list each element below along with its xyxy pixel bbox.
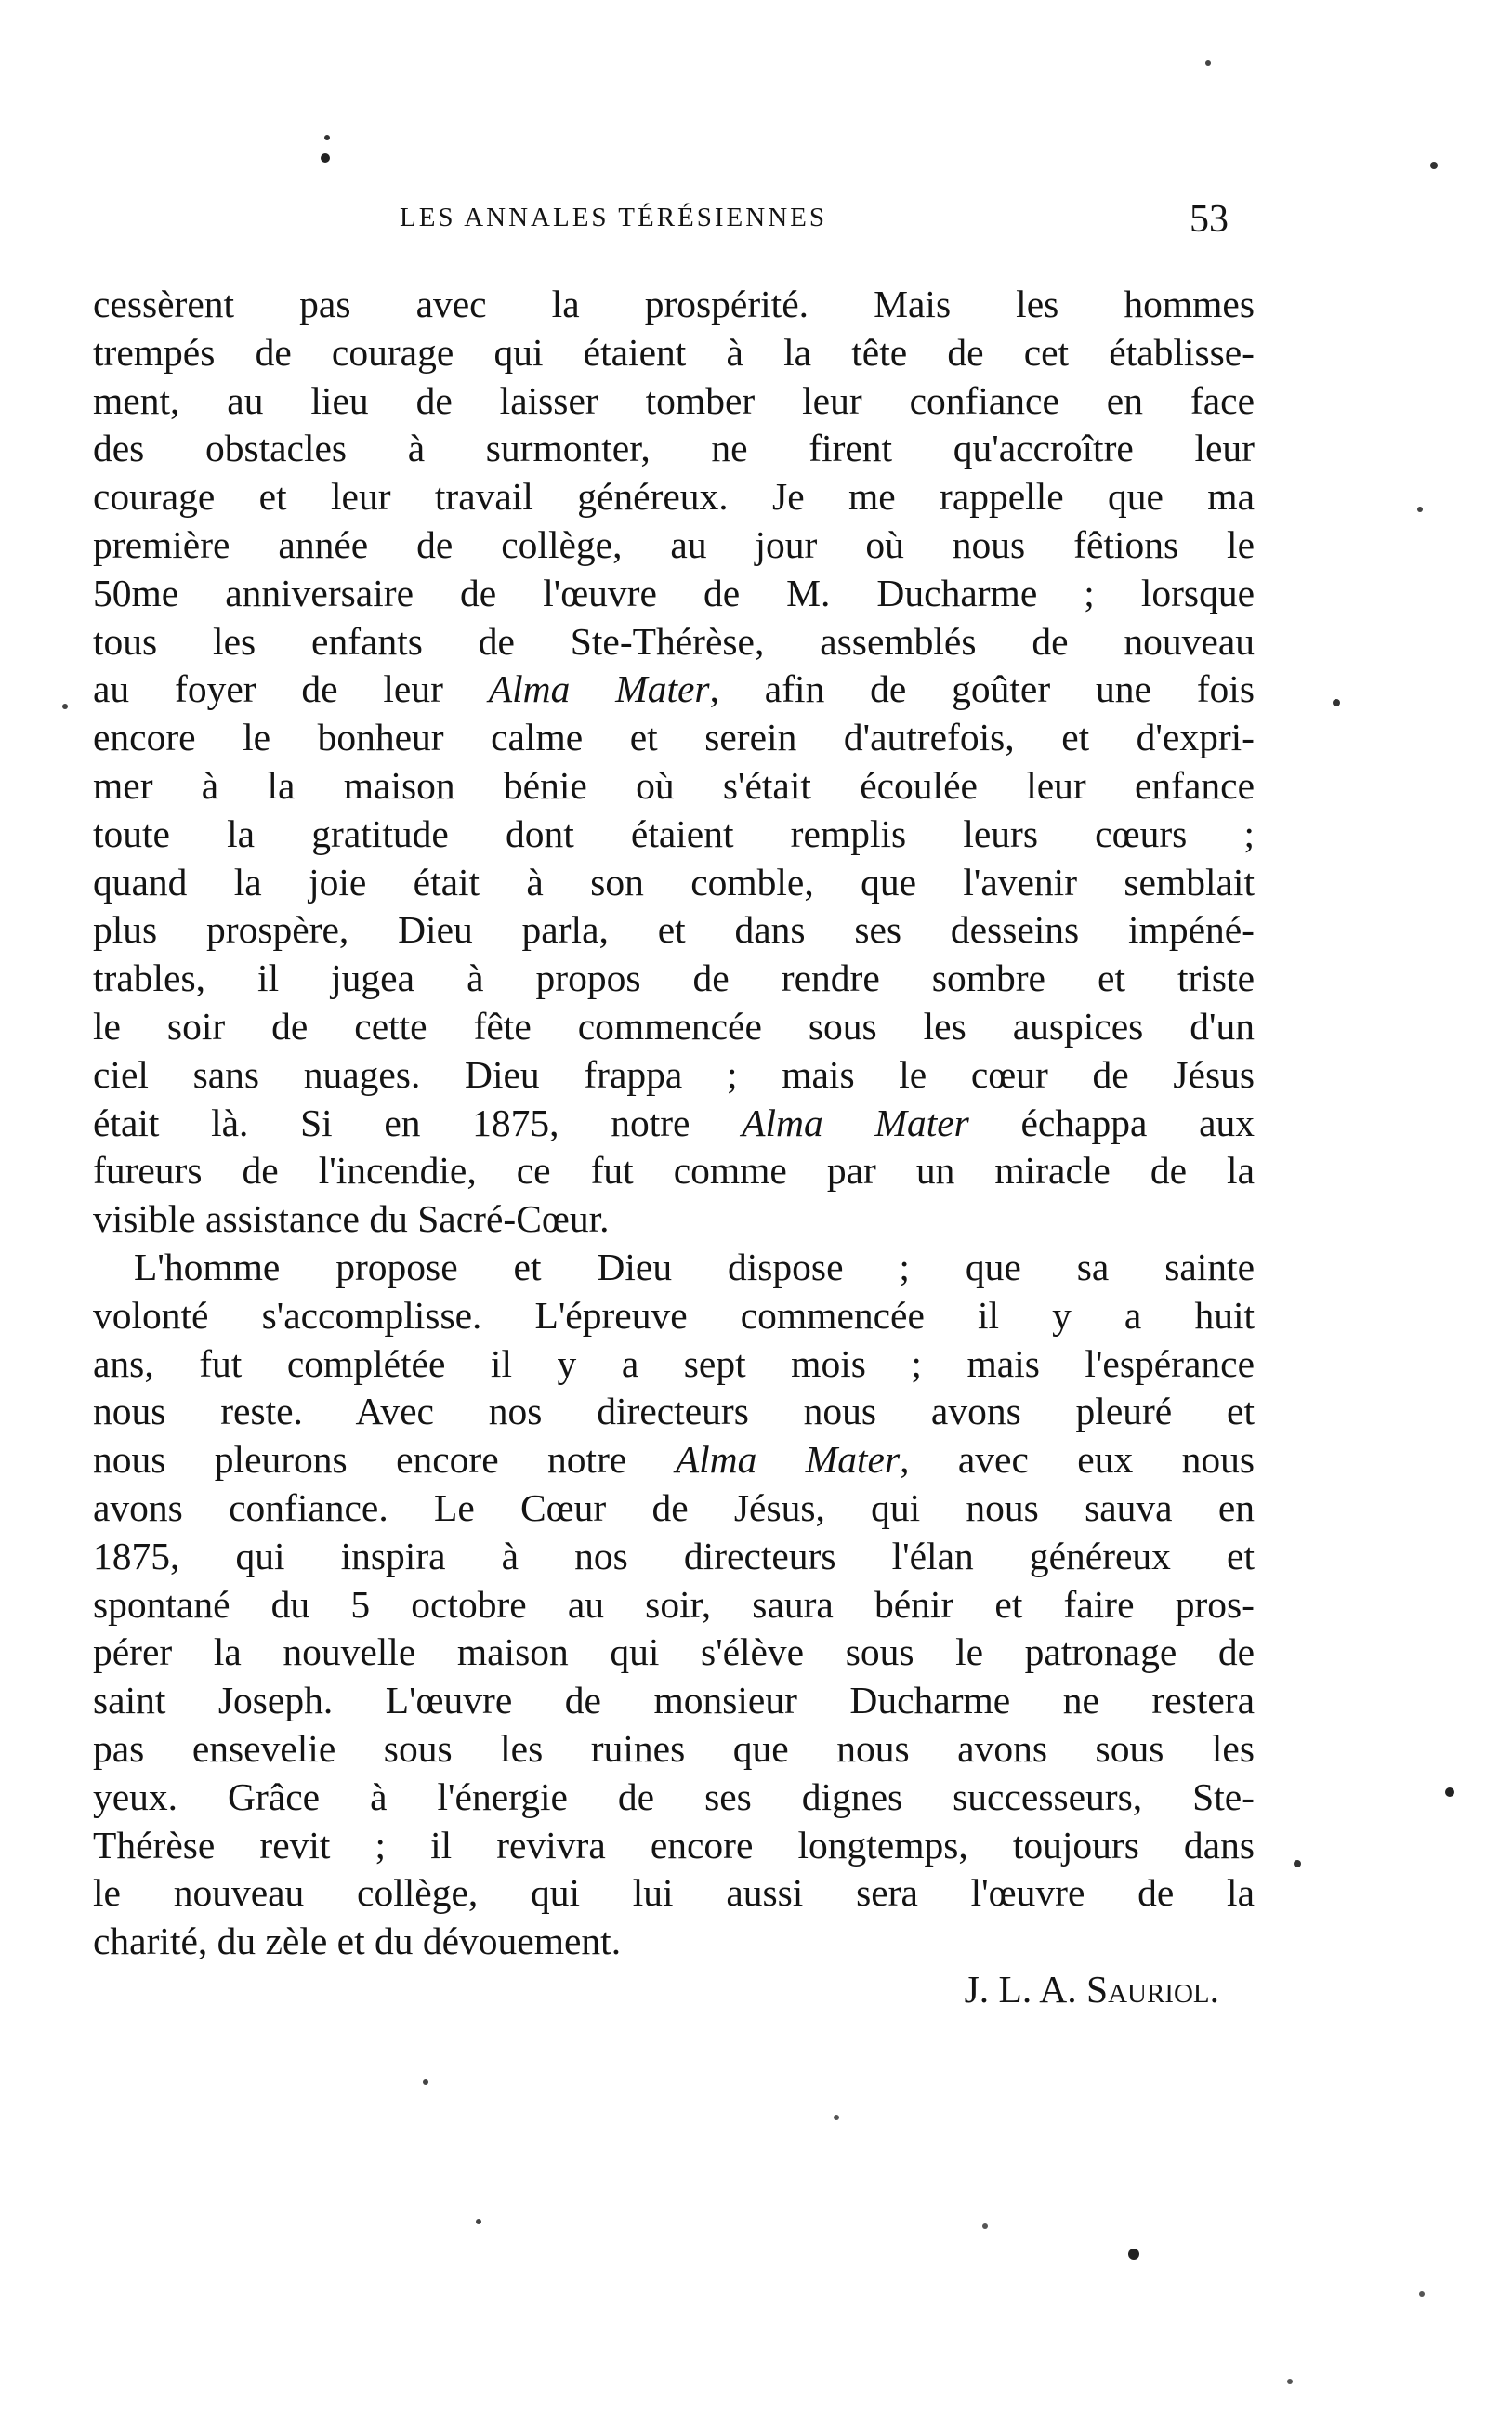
text-line: ans, fut complétée il y a sept mois ; mais l'espérance: [93, 1341, 1255, 1385]
text-line: yeux. Grâce à l'énergie de ses dignes successeurs, Ste-: [93, 1774, 1255, 1818]
text-line: trables, il jugea à propos de rendre sombre et triste: [93, 956, 1255, 1000]
text-line: fureurs de l'incendie, ce fut comme par un miracle de la: [93, 1149, 1255, 1193]
text-line: première année de collège, au jour où nous fêtions le: [93, 522, 1255, 566]
text-line: visible assistance du Sacré-Cœur.: [93, 1197, 610, 1241]
paragraph-2: [93, 1244, 1255, 1966]
text-line: mer à la maison bénie où s'était écoulée leur enfance: [93, 763, 1255, 807]
text-line: nous pleurons encore notre Alma Mater, avec eux nous: [93, 1438, 1255, 1482]
text-line: plus prospère, Dieu parla, et dans ses desseins impéné-: [93, 908, 1255, 952]
signature: [93, 1966, 1255, 2014]
text-line: pérer la nouvelle maison qui s'élève sous le patronage de: [93, 1630, 1255, 1674]
text-line: des obstacles à surmonter, ne firent qu'accroître leur: [93, 427, 1255, 470]
text-line: ciel sans nuages. Dieu frappa ; mais le cœur de Jésus: [93, 1052, 1255, 1096]
running-head: [0, 197, 1512, 253]
text-line: pas ensevelie sous les ruines que nous avons sous les: [93, 1726, 1255, 1770]
page-number: 53: [1190, 198, 1229, 241]
text-line: encore le bonheur calme et serein d'autrefois, et d'expri-: [93, 716, 1255, 759]
text-line: au foyer de leur Alma Mater, afin de goûter une fois: [93, 667, 1255, 711]
text-line: trempés de courage qui étaient à la tête de cet établisse-: [93, 330, 1255, 374]
text-line: spontané du 5 octobre au soir, saura bénir et faire pros-: [93, 1582, 1255, 1626]
text-line: Thérèse revit ; il revivra encore longtemps, toujours dans: [93, 1823, 1255, 1867]
text-line: le nouveau collège, qui lui aussi sera l'œuvre de la: [93, 1871, 1255, 1915]
text-line: volonté s'accomplisse. L'épreuve commencée il y a huit: [93, 1293, 1255, 1337]
text-line: ment, au lieu de laisser tomber leur confiance en face: [93, 378, 1255, 422]
text-line: le soir de cette fête commencée sous les auspices d'un: [93, 1004, 1255, 1048]
signature-initials: J. L. A.: [964, 1967, 1086, 2011]
text-line: cessèrent pas avec la prospérité. Mais les hommes: [93, 283, 1255, 325]
text-line: avons confiance. Le Cœur de Jésus, qui nous sauva en: [93, 1485, 1255, 1529]
text-line: 50me anniversaire de l'œuvre de M. Ducharme ; lorsque: [93, 571, 1255, 614]
paragraph-1: [93, 281, 1255, 1244]
text-line: charité, du zèle et du dévouement.: [93, 1919, 622, 1963]
text-line: courage et leur travail généreux. Je me rappelle que ma: [93, 475, 1255, 519]
body-text: [93, 281, 1255, 2014]
running-title: LES ANNALES TÉRÉSIENNES: [400, 203, 827, 232]
signature-name: Sauriol.: [1086, 1967, 1219, 2011]
text-line: quand la joie était à son comble, que l'avenir semblait: [93, 860, 1255, 904]
text-line: toute la gratitude dont étaient remplis leurs cœurs ;: [93, 811, 1255, 855]
text-line: 1875, qui inspira à nos directeurs l'élan généreux et: [93, 1534, 1255, 1577]
text-line: tous les enfants de Ste-Thérèse, assemblés de nouveau: [93, 619, 1255, 663]
text-line: L'homme propose et Dieu dispose ; que sa sainte: [134, 1245, 1255, 1288]
text-line: saint Joseph. L'œuvre de monsieur Ducharme ne restera: [93, 1679, 1255, 1722]
text-line: était là. Si en 1875, notre Alma Mater échappa aux: [93, 1101, 1255, 1144]
text-line: nous reste. Avec nos directeurs nous avons pleuré et: [93, 1390, 1255, 1433]
